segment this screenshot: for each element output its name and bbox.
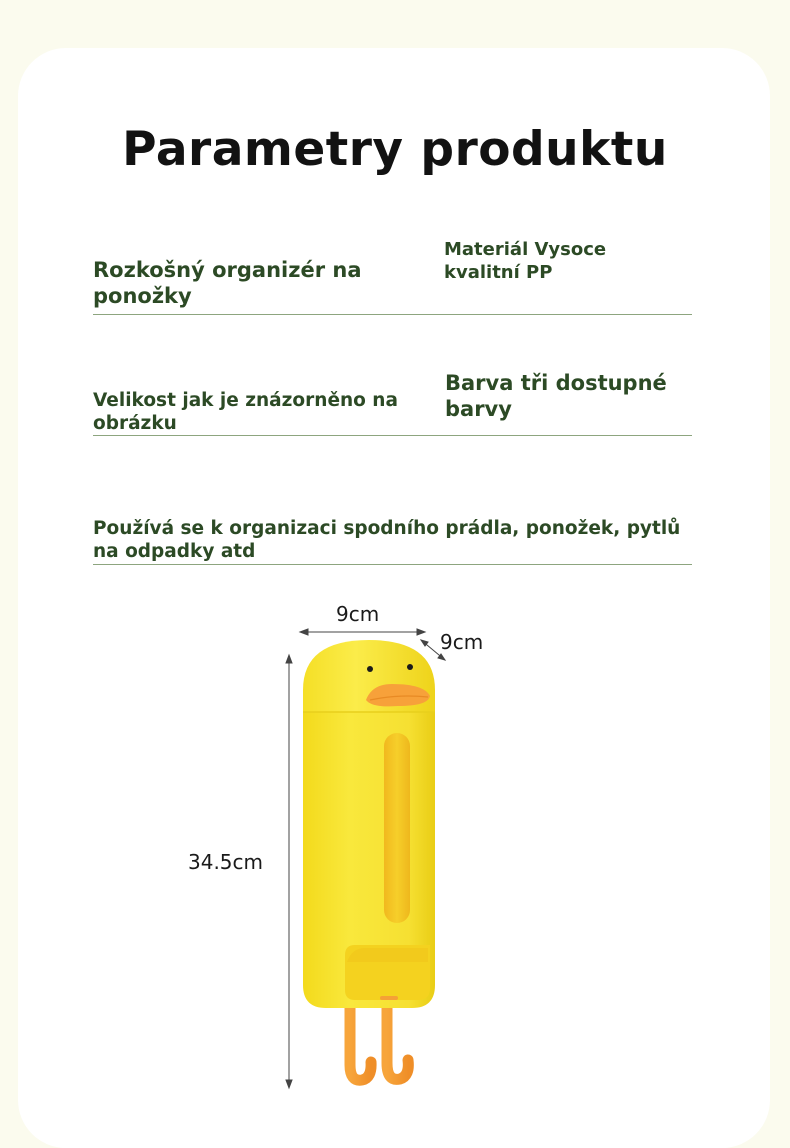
param-size: Velikost jak je znázorněno na obrázku xyxy=(93,390,398,435)
dimension-depth-arrow xyxy=(421,640,445,660)
param-material: Materiál Vysoce kvalitní PP xyxy=(444,239,607,283)
dimension-height-label: 34.5cm xyxy=(188,850,264,874)
page-title: Parametry produktu xyxy=(122,122,668,177)
left-eye xyxy=(367,666,373,672)
param-product-name: Rozkošný organizér na ponožky xyxy=(93,258,362,309)
right-eye xyxy=(407,664,413,670)
dimension-width-arrow xyxy=(300,629,425,635)
dimension-depth-label: 9cm xyxy=(440,630,484,654)
vertical-slot xyxy=(384,733,410,923)
param-usage: Používá se k organizaci spodního prádla, ponožek, pytlů na odpadky atd xyxy=(93,518,681,563)
dimension-width-label: 9cm xyxy=(336,602,380,626)
param-color: Barva tři dostupné barvy xyxy=(445,371,667,422)
dimension-height-arrow xyxy=(286,655,292,1088)
